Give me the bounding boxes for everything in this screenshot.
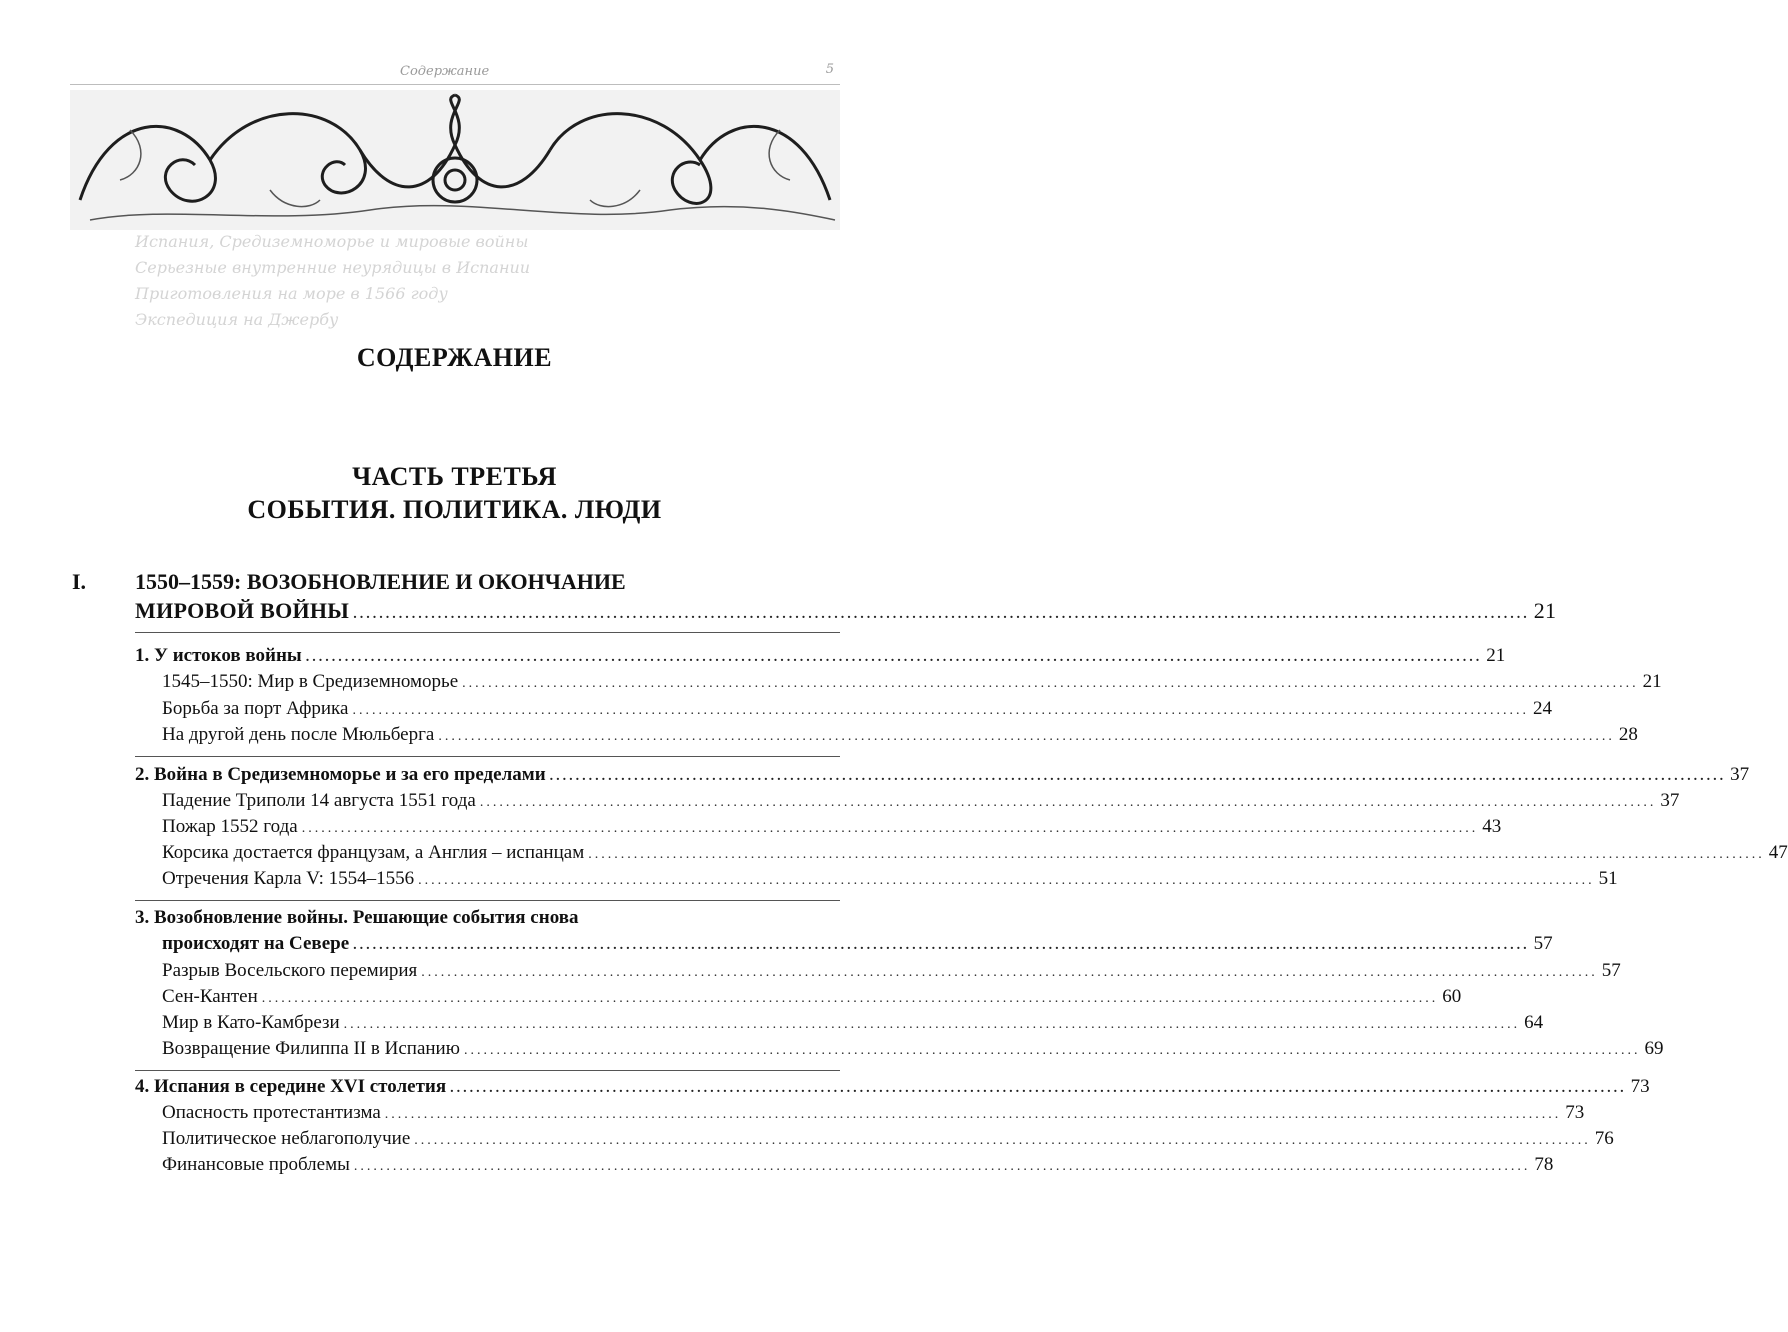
page-number: 73 — [1630, 1076, 1650, 1097]
running-header — [70, 60, 840, 85]
toc-entry[interactable] — [162, 868, 1618, 890]
toc-entry[interactable] — [162, 698, 1552, 720]
page-number: 21 — [1642, 671, 1662, 692]
page-number: 24 — [1532, 698, 1552, 719]
dot-leader: ..................................................................................................................................................................................... — [462, 676, 1639, 691]
toc-entry[interactable] — [162, 816, 1502, 838]
ghost-line: Экспедиция на Джербу — [135, 310, 339, 329]
dot-leader: ..................................................................................................................................................................................... — [421, 965, 1598, 980]
chapter-number: I. — [72, 569, 87, 594]
entry-title: Разрыв Восельского перемирия — [162, 960, 418, 981]
toc-entry-chapter[interactable] — [135, 598, 1557, 624]
ghost-line: Серьезные внутренние неурядицы в Испании — [135, 258, 531, 277]
toc-entry-section[interactable] — [135, 764, 1750, 786]
page-number: 28 — [1618, 724, 1638, 745]
entry-title: Падение Триполи 14 августа 1551 года — [162, 790, 476, 811]
page-number: 64 — [1524, 1012, 1544, 1033]
page-number: 76 — [1594, 1128, 1614, 1149]
chapter-title-line1: 1550–1559: ВОЗОБНОВЛЕНИЕ И ОКОНЧАНИЕ — [135, 569, 626, 594]
page-number: 78 — [1534, 1154, 1554, 1175]
ghost-line: Испания, Средиземноморье и мировые войны — [135, 232, 529, 251]
dot-leader: ..................................................................................................................................................................................... — [418, 873, 1595, 888]
dot-leader: ..................................................................................................................................................................................... — [414, 1133, 1591, 1148]
divider — [135, 632, 840, 633]
running-header-page-number: 5 — [825, 62, 834, 77]
dot-leader: ..................................................................................................................................................................................... — [261, 991, 1439, 1006]
entry-title: Отречения Карла V: 1554–1556 — [162, 868, 415, 889]
dot-leader: ..................................................................................................................................................................................... — [353, 938, 1530, 953]
page-number: 43 — [1482, 816, 1502, 837]
toc-entry-section[interactable] — [135, 645, 1506, 667]
dot-leader: ..................................................................................................................................................................................... — [438, 729, 1615, 744]
toc-entry[interactable] — [162, 960, 1621, 982]
entry-title: Опасность протестантизма — [162, 1102, 381, 1123]
dot-leader: ..................................................................................................................................................................................... — [353, 1159, 1531, 1174]
section-title: 1. У истоков войны — [135, 645, 302, 666]
divider — [135, 900, 840, 901]
toc-entry[interactable] — [162, 1128, 1614, 1150]
ornament-icon — [70, 90, 840, 230]
part-title: ЧАСТЬ ТРЕТЬЯ — [352, 462, 557, 491]
page-number: 51 — [1598, 868, 1618, 889]
page-title: СОДЕРЖАНИЕ — [356, 343, 553, 372]
dot-leader: ..................................................................................................................................................................................... — [479, 795, 1657, 810]
toc-entry[interactable] — [162, 1038, 1664, 1060]
toc-entry[interactable] — [162, 1154, 1554, 1176]
dot-leader: ..................................................................................................................................................................................... — [301, 821, 1479, 836]
page-number: 69 — [1644, 1038, 1664, 1059]
page-number: 57 — [1601, 960, 1621, 981]
entry-title: 1545–1550: Мир в Средиземноморье — [162, 671, 459, 692]
dot-leader: ..................................................................................................................................................................................... — [352, 703, 1529, 718]
section-title: 2. Война в Средиземноморье и за его пределами — [135, 764, 546, 785]
toc-entry[interactable] — [162, 790, 1680, 812]
page-number: 37 — [1660, 790, 1680, 811]
dot-leader: ..................................................................................................................................................................................... — [463, 1043, 1641, 1058]
toc-entry-section[interactable] — [135, 1076, 1650, 1098]
page-number: 57 — [1533, 933, 1553, 954]
toc-entry[interactable] — [162, 1102, 1585, 1124]
dot-leader: ..................................................................................................................................................................................... — [305, 650, 1483, 665]
dot-leader: ..................................................................................................................................................................................... — [450, 1081, 1627, 1096]
toc-entry[interactable] — [162, 986, 1462, 1008]
entry-title: Возвращение Филиппа II в Испанию — [162, 1038, 460, 1059]
section-title: 4. Испания в середине XVI столетия — [135, 1076, 447, 1097]
entry-title: Пожар 1552 года — [162, 816, 298, 837]
entry-title: Корсика достается французам, а Англия – испанцам — [162, 842, 585, 863]
dot-leader: ..................................................................................................................................................................................... — [343, 1017, 1521, 1032]
dot-leader: ..................................................................................................................................................................................... — [384, 1107, 1562, 1122]
page-number: 60 — [1442, 986, 1462, 1007]
entry-title: Мир в Като-Камбрези — [162, 1012, 340, 1033]
divider — [135, 756, 840, 757]
part-subtitle: СОБЫТИЯ. ПОЛИТИКА. ЛЮДИ — [247, 495, 662, 524]
page-number: 47 — [1768, 842, 1788, 863]
ghost-line: Приготовления на море в 1566 году — [135, 284, 448, 303]
entry-title: Политическое неблагополучие — [162, 1128, 411, 1149]
section-title-line2: происходят на Севере — [162, 933, 350, 954]
entry-title: На другой день после Мюльберга — [162, 724, 435, 745]
section-title-line1: 3. Возобновление войны. Решающие события снова — [135, 907, 579, 928]
dot-leader: ..................................................................................................................................................................................... — [588, 847, 1765, 862]
toc-entry[interactable] — [162, 724, 1638, 746]
running-header-title: Содержание — [400, 64, 490, 79]
toc-entry[interactable] — [162, 671, 1662, 693]
dot-leader: ..................................................................................................................................................................................... — [353, 607, 1530, 622]
page-number: 21 — [1533, 598, 1557, 623]
chapter-title-line2: МИРОВОЙ ВОЙНЫ — [135, 598, 350, 623]
page-number: 21 — [1486, 645, 1506, 666]
entry-title: Борьба за порт Африка — [162, 698, 349, 719]
toc-entry-section[interactable] — [162, 933, 1553, 955]
entry-title: Сен-Кантен — [162, 986, 258, 1007]
entry-title: Финансовые проблемы — [162, 1154, 350, 1175]
toc-entry[interactable] — [162, 1012, 1544, 1034]
toc-entry[interactable] — [162, 842, 1788, 864]
dot-leader: ..................................................................................................................................................................................... — [549, 769, 1727, 784]
page-number: 73 — [1565, 1102, 1585, 1123]
divider — [135, 1070, 840, 1071]
page-number: 37 — [1730, 764, 1750, 785]
